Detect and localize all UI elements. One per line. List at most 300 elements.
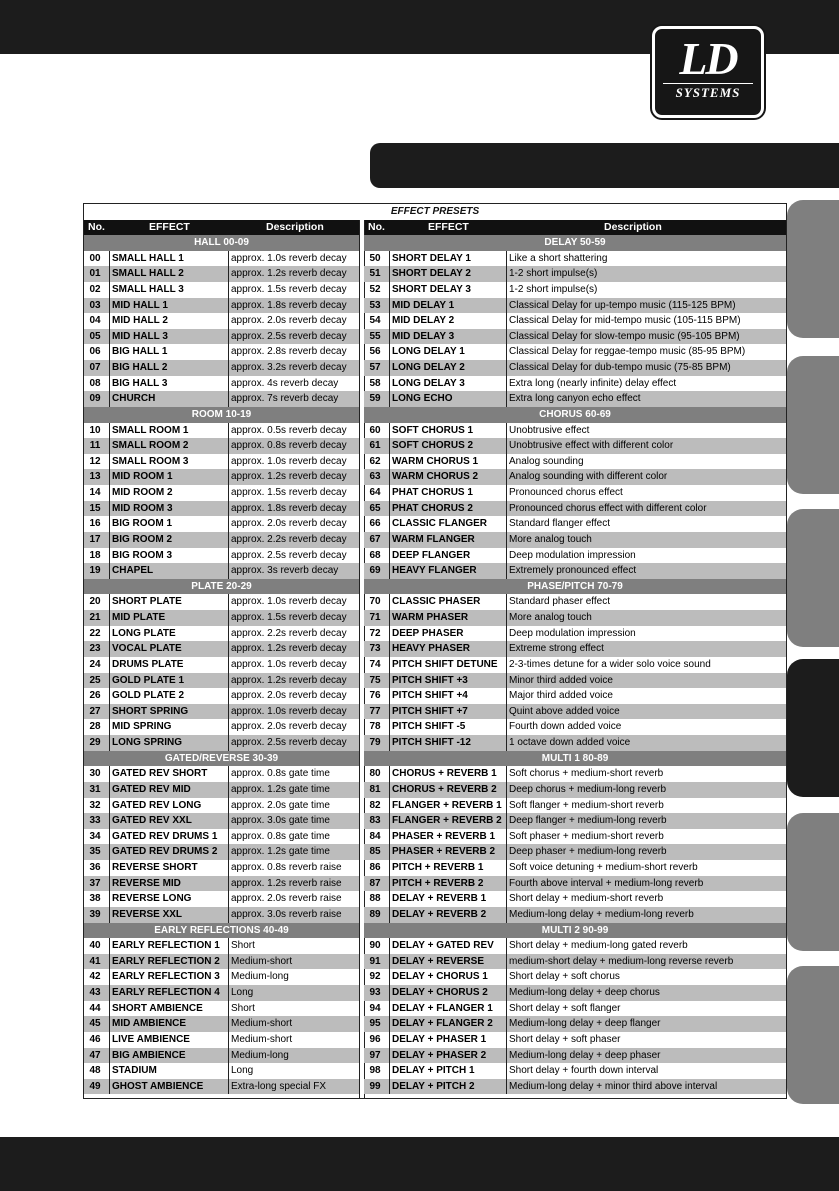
preset-description: Classical Delay for dub-tempo music (75-85 BPM) — [506, 360, 786, 376]
preset-row — [84, 657, 359, 673]
preset-description: approx. 2.5s reverb decay — [228, 735, 359, 751]
preset-effect-name: DELAY + REVERB 1 — [389, 891, 507, 907]
preset-effect-name: REVERSE XXL — [109, 907, 229, 923]
preset-effect-name: GOLD PLATE 2 — [109, 688, 229, 704]
preset-description: Long — [228, 1063, 359, 1079]
preset-row — [84, 1032, 359, 1048]
preset-row — [84, 469, 359, 485]
preset-number: 99 — [369, 1080, 381, 1092]
preset-row — [84, 1016, 359, 1032]
preset-number: 65 — [369, 502, 381, 514]
preset-row — [364, 735, 786, 751]
preset-description: approx. 2.0s reverb decay — [228, 516, 359, 532]
preset-description: Soft phaser + medium-short reverb — [506, 829, 786, 845]
preset-description: approx. 1.0s reverb decay — [228, 594, 359, 610]
preset-number: 88 — [369, 893, 381, 905]
preset-number: 63 — [369, 471, 381, 483]
preset-number: 19 — [89, 565, 101, 577]
preset-description: Medium-long delay + deep chorus — [506, 985, 786, 1001]
preset-number: 01 — [89, 268, 101, 280]
preset-number: 42 — [89, 971, 101, 983]
preset-description: Short delay + medium-short reverb — [506, 891, 786, 907]
preset-effect-name: GATED REV MID — [109, 782, 229, 798]
preset-row — [364, 969, 786, 985]
section-header: EARLY REFLECTIONS 40-49 — [84, 923, 359, 939]
preset-number: 31 — [89, 783, 101, 795]
preset-number: 77 — [369, 705, 381, 717]
preset-effect-name: PHASER + REVERB 2 — [389, 844, 507, 860]
preset-description: approx. 2.5s reverb decay — [228, 548, 359, 564]
preset-effect-name: DELAY + CHORUS 2 — [389, 985, 507, 1001]
preset-effect-name: MID DELAY 3 — [389, 329, 507, 345]
preset-row — [84, 735, 359, 751]
preset-row — [84, 704, 359, 720]
preset-number: 74 — [369, 658, 381, 670]
preset-row — [84, 454, 359, 470]
preset-row — [364, 860, 786, 876]
preset-row — [84, 391, 359, 407]
logo-mark: LD — [679, 33, 737, 84]
preset-number: 10 — [89, 424, 101, 436]
preset-number: 12 — [89, 455, 101, 467]
preset-number: 50 — [369, 252, 381, 264]
preset-row — [364, 548, 786, 564]
preset-effect-name: MID HALL 1 — [109, 298, 229, 314]
preset-row — [364, 673, 786, 689]
preset-row — [364, 1016, 786, 1032]
preset-number: 40 — [89, 940, 101, 952]
preset-description: approx. 0.8s gate time — [228, 829, 359, 845]
preset-row — [84, 501, 359, 517]
header-no-left: No. — [88, 221, 105, 233]
preset-description: Medium-long delay + medium-long reverb — [506, 907, 786, 923]
preset-row — [364, 1048, 786, 1064]
preset-effect-name: FLANGER + REVERB 2 — [389, 813, 507, 829]
preset-effect-name: SHORT SPRING — [109, 704, 229, 720]
preset-description: approx. 3s reverb decay — [228, 563, 359, 579]
preset-number: 48 — [89, 1065, 101, 1077]
preset-description: Extreme strong effect — [506, 641, 786, 657]
preset-description: Minor third added voice — [506, 673, 786, 689]
preset-row — [364, 1063, 786, 1079]
preset-number: 23 — [89, 643, 101, 655]
preset-row — [84, 313, 359, 329]
preset-description: approx. 7s reverb decay — [228, 391, 359, 407]
preset-effect-name: BIG ROOM 1 — [109, 516, 229, 532]
section-header: PHASE/PITCH 70-79 — [364, 579, 786, 595]
preset-number: 13 — [89, 471, 101, 483]
preset-effect-name: GATED REV XXL — [109, 813, 229, 829]
preset-description: approx. 1.2s reverb decay — [228, 641, 359, 657]
preset-effect-name: SOFT CHORUS 1 — [389, 423, 507, 439]
preset-description: Major third added voice — [506, 688, 786, 704]
preset-effect-name: MID SPRING — [109, 719, 229, 735]
preset-effect-name: PITCH SHIFT -12 — [389, 735, 507, 751]
preset-effect-name: SHORT DELAY 3 — [389, 282, 507, 298]
preset-description: Long — [228, 985, 359, 1001]
preset-number: 78 — [369, 721, 381, 733]
preset-effect-name: BIG ROOM 2 — [109, 532, 229, 548]
preset-effect-name: GOLD PLATE 1 — [109, 673, 229, 689]
preset-description: approx. 2.8s reverb decay — [228, 344, 359, 360]
preset-number: 91 — [369, 955, 381, 967]
preset-row — [364, 313, 786, 329]
preset-effect-name: PHASER + REVERB 1 — [389, 829, 507, 845]
preset-row — [84, 485, 359, 501]
preset-row — [364, 501, 786, 517]
preset-row — [84, 423, 359, 439]
preset-row — [84, 266, 359, 282]
preset-effect-name: SOFT CHORUS 2 — [389, 438, 507, 454]
effect-presets-table — [83, 203, 787, 1099]
preset-description: approx. 2.0s reverb decay — [228, 688, 359, 704]
preset-number: 21 — [89, 612, 101, 623]
preset-effect-name: DELAY + PHASER 2 — [389, 1048, 507, 1064]
preset-effect-name: REVERSE MID — [109, 876, 229, 892]
preset-effect-name: MID PLATE — [109, 610, 229, 626]
preset-effect-name: GHOST AMBIENCE — [109, 1079, 229, 1095]
preset-row — [84, 860, 359, 876]
preset-row — [364, 813, 786, 829]
preset-row — [84, 344, 359, 360]
preset-number: 07 — [89, 362, 101, 373]
preset-description: approx. 1.2s reverb raise — [228, 876, 359, 892]
preset-effect-name: GATED REV DRUMS 2 — [109, 844, 229, 860]
preset-row — [84, 938, 359, 954]
column-header-row — [84, 220, 786, 235]
preset-row — [364, 891, 786, 907]
preset-effect-name: DELAY + PHASER 1 — [389, 1032, 507, 1048]
preset-description: approx. 3.0s reverb raise — [228, 907, 359, 923]
preset-description: Pronounced chorus effect with different color — [506, 501, 786, 517]
preset-row — [364, 438, 786, 454]
preset-number: 60 — [369, 424, 381, 436]
preset-effect-name: REVERSE LONG — [109, 891, 229, 907]
preset-effect-name: CHAPEL — [109, 563, 229, 579]
preset-number: 39 — [89, 908, 101, 920]
preset-description: approx. 1.2s reverb decay — [228, 266, 359, 282]
preset-description: Short delay + soft phaser — [506, 1032, 786, 1048]
preset-number: 52 — [369, 283, 381, 295]
preset-row — [84, 766, 359, 782]
chapter-tab-6[interactable] — [787, 966, 839, 1104]
header-effect-left: EFFECT — [149, 221, 190, 233]
preset-row — [364, 1032, 786, 1048]
preset-row — [84, 563, 359, 579]
preset-description: approx. 0.5s reverb decay — [228, 423, 359, 439]
preset-row — [84, 954, 359, 970]
preset-description: approx. 2.5s reverb decay — [228, 329, 359, 345]
preset-description: approx. 1.0s reverb decay — [228, 657, 359, 673]
preset-description: Deep modulation impression — [506, 626, 786, 642]
preset-number: 61 — [369, 440, 381, 452]
preset-number: 03 — [89, 299, 101, 311]
preset-effect-name: GATED REV SHORT — [109, 766, 229, 782]
preset-row — [364, 766, 786, 782]
preset-description: approx. 0.8s reverb raise — [228, 860, 359, 876]
section-header: MULTI 2 90-99 — [364, 923, 786, 939]
preset-effect-name: EARLY REFLECTION 2 — [109, 954, 229, 970]
preset-number: 53 — [369, 299, 381, 311]
preset-description: Quint above added voice — [506, 704, 786, 720]
preset-effect-name: MID ROOM 1 — [109, 469, 229, 485]
preset-description: Standard flanger effect — [506, 516, 786, 532]
header-effect-right: EFFECT — [428, 221, 469, 233]
preset-row — [84, 438, 359, 454]
preset-number: 29 — [89, 737, 101, 748]
preset-effect-name: DELAY + CHORUS 1 — [389, 969, 507, 985]
preset-number: 24 — [89, 658, 101, 670]
preset-row — [364, 532, 786, 548]
preset-row — [84, 516, 359, 532]
preset-description: Classical Delay for mid-tempo music (105-115 BPM) — [506, 313, 786, 329]
preset-description: Medium-short — [228, 954, 359, 970]
preset-effect-name: BIG HALL 1 — [109, 344, 229, 360]
preset-description: approx. 2.0s reverb decay — [228, 719, 359, 735]
preset-number: 38 — [89, 893, 101, 905]
preset-number: 36 — [89, 862, 101, 873]
section-header: DELAY 50-59 — [364, 235, 786, 251]
preset-number: 59 — [369, 393, 381, 405]
preset-number: 79 — [369, 737, 381, 748]
preset-number: 34 — [89, 830, 101, 842]
preset-number: 49 — [89, 1080, 101, 1092]
preset-effect-name: SHORT PLATE — [109, 594, 229, 610]
preset-row — [84, 907, 359, 923]
preset-description: Deep phaser + medium-long reverb — [506, 844, 786, 860]
chapter-tab-3[interactable] — [787, 509, 839, 647]
preset-effect-name: SMALL HALL 3 — [109, 282, 229, 298]
preset-number: 11 — [89, 440, 101, 452]
preset-number: 05 — [89, 330, 101, 342]
preset-effect-name: PITCH SHIFT +7 — [389, 704, 507, 720]
preset-description: Fourth above interval + medium-long reverb — [506, 876, 786, 892]
presets-right-half — [364, 235, 786, 1094]
preset-description: Short delay + soft chorus — [506, 969, 786, 985]
preset-row — [84, 969, 359, 985]
preset-row — [364, 423, 786, 439]
preset-effect-name: VOCAL PLATE — [109, 641, 229, 657]
preset-row — [364, 844, 786, 860]
preset-description: approx. 3.2s reverb decay — [228, 360, 359, 376]
preset-number: 80 — [369, 768, 381, 780]
preset-effect-name: DRUMS PLATE — [109, 657, 229, 673]
presets-left-half — [84, 235, 359, 1094]
preset-number: 69 — [369, 565, 381, 577]
logo-subtitle: SYSTEMS — [663, 83, 753, 102]
preset-number: 90 — [369, 940, 381, 952]
preset-effect-name: WARM PHASER — [389, 610, 507, 626]
preset-number: 96 — [369, 1033, 381, 1045]
preset-row — [364, 329, 786, 345]
preset-number: 57 — [369, 362, 381, 373]
chapter-tab-4-active[interactable] — [787, 659, 839, 797]
preset-effect-name: LONG DELAY 1 — [389, 344, 507, 360]
preset-description: Medium-long delay + deep flanger — [506, 1016, 786, 1032]
preset-effect-name: PITCH SHIFT DETUNE — [389, 657, 507, 673]
header-description-left: Description — [266, 221, 324, 233]
preset-description: Soft voice detuning + medium-short reverb — [506, 860, 786, 876]
preset-number: 30 — [89, 768, 101, 780]
preset-description: Extra long canyon echo effect — [506, 391, 786, 407]
preset-description: 2-3-times detune for a wider solo voice sound — [506, 657, 786, 673]
chapter-tab-2[interactable] — [787, 356, 839, 494]
preset-description: More analog touch — [506, 532, 786, 548]
preset-effect-name: PITCH SHIFT +3 — [389, 673, 507, 689]
preset-row — [84, 891, 359, 907]
preset-description: Medium-long — [228, 1048, 359, 1064]
preset-effect-name: PITCH + REVERB 1 — [389, 860, 507, 876]
preset-effect-name: MID HALL 3 — [109, 329, 229, 345]
preset-number: 18 — [89, 549, 101, 561]
preset-number: 92 — [369, 971, 381, 983]
preset-effect-name: CLASSIC PHASER — [389, 594, 507, 610]
preset-row — [364, 298, 786, 314]
preset-number: 43 — [89, 987, 101, 998]
preset-description: approx. 1.5s reverb decay — [228, 485, 359, 501]
preset-effect-name: WARM FLANGER — [389, 532, 507, 548]
preset-number: 64 — [369, 487, 381, 498]
preset-effect-name: GATED REV LONG — [109, 798, 229, 814]
preset-effect-name: DELAY + FLANGER 1 — [389, 1001, 507, 1017]
preset-number: 44 — [89, 1002, 101, 1014]
preset-row — [84, 610, 359, 626]
preset-number: 83 — [369, 815, 381, 827]
preset-effect-name: HEAVY PHASER — [389, 641, 507, 657]
bottom-bar — [0, 1137, 839, 1191]
preset-effect-name: WARM CHORUS 1 — [389, 454, 507, 470]
preset-effect-name: DELAY + REVERSE — [389, 954, 507, 970]
preset-effect-name: DELAY + REVERB 2 — [389, 907, 507, 923]
preset-row — [364, 360, 786, 376]
preset-effect-name: LONG DELAY 3 — [389, 376, 507, 392]
preset-effect-name: SHORT AMBIENCE — [109, 1001, 229, 1017]
preset-number: 17 — [89, 533, 101, 545]
preset-effect-name: MID ROOM 3 — [109, 501, 229, 517]
preset-row — [84, 1063, 359, 1079]
preset-effect-name: MID DELAY 1 — [389, 298, 507, 314]
preset-description: approx. 0.8s reverb decay — [228, 438, 359, 454]
table-title: EFFECT PRESETS — [84, 204, 786, 220]
preset-row — [84, 329, 359, 345]
preset-effect-name: PITCH SHIFT +4 — [389, 688, 507, 704]
preset-number: 54 — [369, 315, 381, 327]
preset-number: 72 — [369, 627, 381, 639]
preset-effect-name: SMALL HALL 1 — [109, 251, 229, 267]
preset-description: Deep chorus + medium-long reverb — [506, 782, 786, 798]
preset-description: approx. 2.0s reverb raise — [228, 891, 359, 907]
preset-row — [364, 251, 786, 267]
preset-effect-name: PHAT CHORUS 1 — [389, 485, 507, 501]
preset-description: approx. 2.0s gate time — [228, 798, 359, 814]
preset-number: 08 — [89, 377, 101, 389]
preset-description: Analog sounding with different color — [506, 469, 786, 485]
preset-number: 85 — [369, 846, 381, 858]
preset-row — [84, 251, 359, 267]
preset-effect-name: SMALL ROOM 1 — [109, 423, 229, 439]
preset-row — [84, 782, 359, 798]
preset-row — [364, 954, 786, 970]
preset-effect-name: MID ROOM 2 — [109, 485, 229, 501]
preset-effect-name: CLASSIC FLANGER — [389, 516, 507, 532]
preset-number: 84 — [369, 830, 381, 842]
preset-description: Medium-long — [228, 969, 359, 985]
preset-effect-name: DELAY + PITCH 1 — [389, 1063, 507, 1079]
preset-effect-name: MID DELAY 2 — [389, 313, 507, 329]
section-header: ROOM 10-19 — [84, 407, 359, 423]
preset-description: Deep modulation impression — [506, 548, 786, 564]
preset-effect-name: SHORT DELAY 1 — [389, 251, 507, 267]
preset-description: Like a short shattering — [506, 251, 786, 267]
preset-effect-name: REVERSE SHORT — [109, 860, 229, 876]
preset-description: Medium-long delay + deep phaser — [506, 1048, 786, 1064]
preset-number: 81 — [369, 783, 381, 795]
preset-effect-name: CHURCH — [109, 391, 229, 407]
preset-effect-name: EARLY REFLECTION 4 — [109, 985, 229, 1001]
preset-row — [84, 376, 359, 392]
preset-effect-name: SMALL ROOM 3 — [109, 454, 229, 470]
preset-row — [364, 391, 786, 407]
preset-row — [364, 594, 786, 610]
preset-row — [84, 532, 359, 548]
preset-row — [84, 548, 359, 564]
preset-number: 51 — [369, 268, 381, 280]
preset-row — [84, 1001, 359, 1017]
preset-description: Short delay + medium-long gated reverb — [506, 938, 786, 954]
preset-description: Standard phaser effect — [506, 594, 786, 610]
preset-effect-name: SMALL ROOM 2 — [109, 438, 229, 454]
preset-effect-name: CHORUS + REVERB 1 — [389, 766, 507, 782]
preset-description: approx. 1.2s reverb decay — [228, 673, 359, 689]
preset-row — [84, 719, 359, 735]
preset-number: 71 — [369, 612, 381, 623]
preset-row — [84, 1079, 359, 1095]
preset-row — [84, 360, 359, 376]
preset-row — [364, 798, 786, 814]
preset-row — [364, 688, 786, 704]
preset-number: 28 — [89, 721, 101, 733]
preset-description: Unobtrusive effect with different color — [506, 438, 786, 454]
preset-description: More analog touch — [506, 610, 786, 626]
chapter-tab-1[interactable] — [787, 200, 839, 338]
preset-row — [84, 829, 359, 845]
preset-description: approx. 1.2s gate time — [228, 782, 359, 798]
preset-number: 35 — [89, 846, 101, 858]
preset-effect-name: HEAVY FLANGER — [389, 563, 507, 579]
preset-description: approx. 2.2s reverb decay — [228, 532, 359, 548]
preset-number: 86 — [369, 862, 381, 873]
preset-description: 1 octave down added voice — [506, 735, 786, 751]
preset-description: Deep flanger + medium-long reverb — [506, 813, 786, 829]
preset-row — [364, 782, 786, 798]
preset-description: approx. 2.2s reverb decay — [228, 626, 359, 642]
preset-row — [364, 376, 786, 392]
chapter-tab-5[interactable] — [787, 813, 839, 951]
preset-row — [84, 594, 359, 610]
preset-effect-name: BIG AMBIENCE — [109, 1048, 229, 1064]
preset-description: approx. 1.8s reverb decay — [228, 298, 359, 314]
preset-effect-name: BIG HALL 2 — [109, 360, 229, 376]
preset-effect-name: EARLY REFLECTION 3 — [109, 969, 229, 985]
preset-number: 02 — [89, 283, 101, 295]
preset-row — [364, 563, 786, 579]
preset-description: medium-short delay + medium-long reverse reverb — [506, 954, 786, 970]
preset-effect-name: DEEP FLANGER — [389, 548, 507, 564]
preset-number: 20 — [89, 596, 101, 608]
preset-row — [84, 813, 359, 829]
preset-effect-name: MID HALL 2 — [109, 313, 229, 329]
preset-row — [364, 344, 786, 360]
